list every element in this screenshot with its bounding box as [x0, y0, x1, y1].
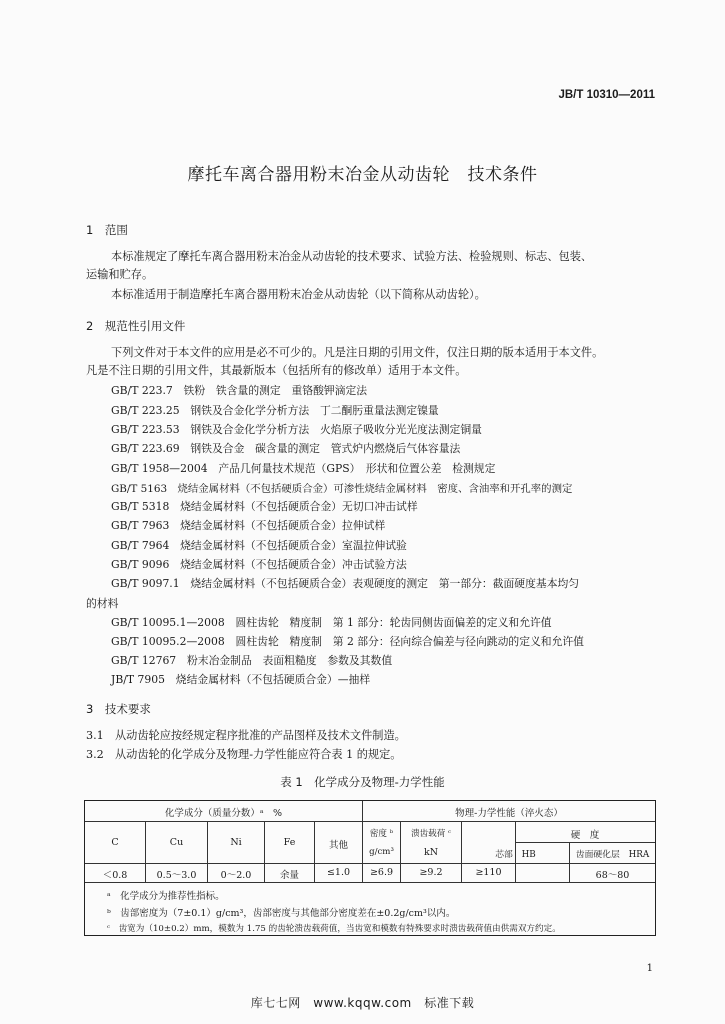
cell-core-hb: ≥110 — [475, 867, 502, 878]
cell-load: ≥9.2 — [419, 867, 443, 878]
col-header-surface: 齿面硬化层 HRA — [575, 850, 650, 860]
col-header-fe: Fe — [283, 837, 296, 848]
reference-item: GB/T 223.7 铁粉 铁含量的测定 重铬酸钾滴定法 — [111, 384, 368, 397]
col-header-density: 密度 ᵇ — [369, 829, 394, 839]
scope-paragraph-1b: 运输和贮存。 — [86, 268, 154, 281]
col-header-hardness: 硬 度 — [570, 830, 600, 841]
table-caption: 表 1 化学成分及物理-力学性能 — [280, 775, 445, 789]
reference-item-continuation: 的材料 — [86, 597, 119, 610]
col-header-other: 其他 — [328, 840, 348, 851]
chem-group-header: 化学成分（质量分数）ᵃ % — [164, 808, 283, 819]
clause-3-2: 3.2 从动齿轮的化学成分及物理-力学性能应符合表 1 的规定。 — [86, 748, 402, 761]
reference-item: GB/T 7964 烧结金属材料（不包括硬质合金）室温拉伸试验 — [111, 539, 407, 552]
section-1-heading: 1 范围 — [86, 223, 128, 237]
reference-item: GB/T 9096 烧结金属材料（不包括硬质合金）冲击试验方法 — [111, 558, 407, 571]
cell-density: ≥6.9 — [369, 867, 394, 878]
table-note-a: ᵃ 化学成分为推荐性指标。 — [107, 891, 225, 902]
reference-item: GB/T 9097.1 烧结金属材料（不包括硬质合金）表观硬度的测定 第一部分：截面硬度基本均匀 — [111, 577, 580, 590]
cell-c: ＜0.8 — [102, 870, 128, 881]
phys-group-header: 物理-力学性能（淬火态） — [455, 808, 563, 819]
col-header-core: 芯部 HB — [495, 850, 536, 860]
reference-item: GB/T 5318 烧结金属材料（不包括硬质合金）无切口冲击试样 — [111, 500, 418, 513]
col-header-load-unit: kN — [423, 847, 439, 858]
section-2-heading: 2 规范性引用文件 — [86, 319, 186, 333]
footer-watermark: 库七七网 www.kqqw.com 标准下载 — [250, 996, 475, 1010]
reference-item: GB/T 223.53 钢铁及合金化学分析方法 火焰原子吸收分光光度法测定铜量 — [111, 423, 482, 436]
col-header-density-unit: g/cm³ — [369, 847, 394, 857]
col-header-load: 溃齿载荷 ᶜ — [410, 829, 452, 839]
refs-intro-b: 凡是不注日期的引用文件，其最新版本（包括所有的修改单）适用于本文件。 — [86, 364, 467, 377]
cell-cu: 0.5～3.0 — [156, 870, 197, 881]
clause-3-1: 3.1 从动齿轮应按经规定程序批准的产品图样及技术文件制造。 — [86, 729, 406, 742]
reference-item: GB/T 12767 粉末冶金制品 表面粗糙度 参数及其数值 — [111, 654, 393, 667]
reference-item: GB/T 10095.1—2008 圆柱齿轮 精度制 第 1 部分：轮齿同侧齿面偏差的定义和允许值 — [111, 616, 552, 629]
section-3-heading: 3 技术要求 — [86, 702, 151, 716]
reference-item: GB/T 10095.2—2008 圆柱齿轮 精度制 第 2 部分：径向综合偏差与径向跳动的定义和允许值 — [111, 635, 584, 648]
properties-table — [84, 800, 656, 936]
col-header-ni: Ni — [230, 837, 242, 848]
col-header-c: C — [111, 837, 119, 848]
scope-paragraph-2: 本标准适用于制造摩托车离合器用粉末冶金从动齿轮（以下简称从动齿轮）。 — [111, 288, 486, 301]
reference-item: GB/T 223.69 钢铁及合金 碳含量的测定 管式炉内燃烧后气体容量法 — [111, 442, 461, 455]
reference-item: JB/T 7905 烧结金属材料（不包括硬质合金）—抽样 — [111, 673, 371, 686]
cell-fe: 余量 — [279, 870, 299, 881]
reference-item: GB/T 5163 烧结金属材料（不包括硬质合金）可渗性烧结金属材料 密度、含油率和开孔率的测定 — [111, 483, 573, 495]
page-number: 1 — [646, 963, 653, 974]
reference-item: GB/T 7963 烧结金属材料（不包括硬质合金）拉伸试样 — [111, 519, 386, 532]
cell-other: ≤1.0 — [326, 867, 351, 878]
table-note-c: ᶜ 齿宽为（10±0.2）mm，模数为 1.75 的齿轮溃齿载荷值，当齿宽和模数有特殊要求时溃齿载荷值由供需双方约定。 — [107, 924, 561, 934]
refs-intro-a: 下列文件对于本文件的应用是必不可少的。凡是注日期的引用文件，仅注日期的版本适用于本文件。 — [111, 346, 604, 359]
scope-paragraph-1a: 本标准规定了摩托车离合器用粉末冶金从动齿轮的技术要求、试验方法、检验规则、标志、包装、 — [111, 250, 593, 263]
cell-surface-hra: 68～80 — [595, 870, 630, 881]
document-title: 摩托车离合器用粉末冶金从动齿轮 技术条件 — [187, 165, 538, 185]
table-note-b: ᵇ 齿部密度为（7±0.1）g/cm³，齿部密度与其他部分密度差在±0.2g/cm³以内。 — [107, 908, 456, 919]
reference-item: GB/T 223.25 钢铁及合金化学分析方法 丁二酮肟重量法测定镍量 — [111, 404, 439, 417]
col-header-cu: Cu — [169, 837, 184, 848]
reference-item: GB/T 1958—2004 产品几何量技术规范（GPS） 形状和位置公差 检测规定 — [111, 462, 496, 475]
standard-number: JB/T 10310—2011 — [558, 89, 655, 101]
cell-ni: 0～2.0 — [220, 870, 252, 881]
